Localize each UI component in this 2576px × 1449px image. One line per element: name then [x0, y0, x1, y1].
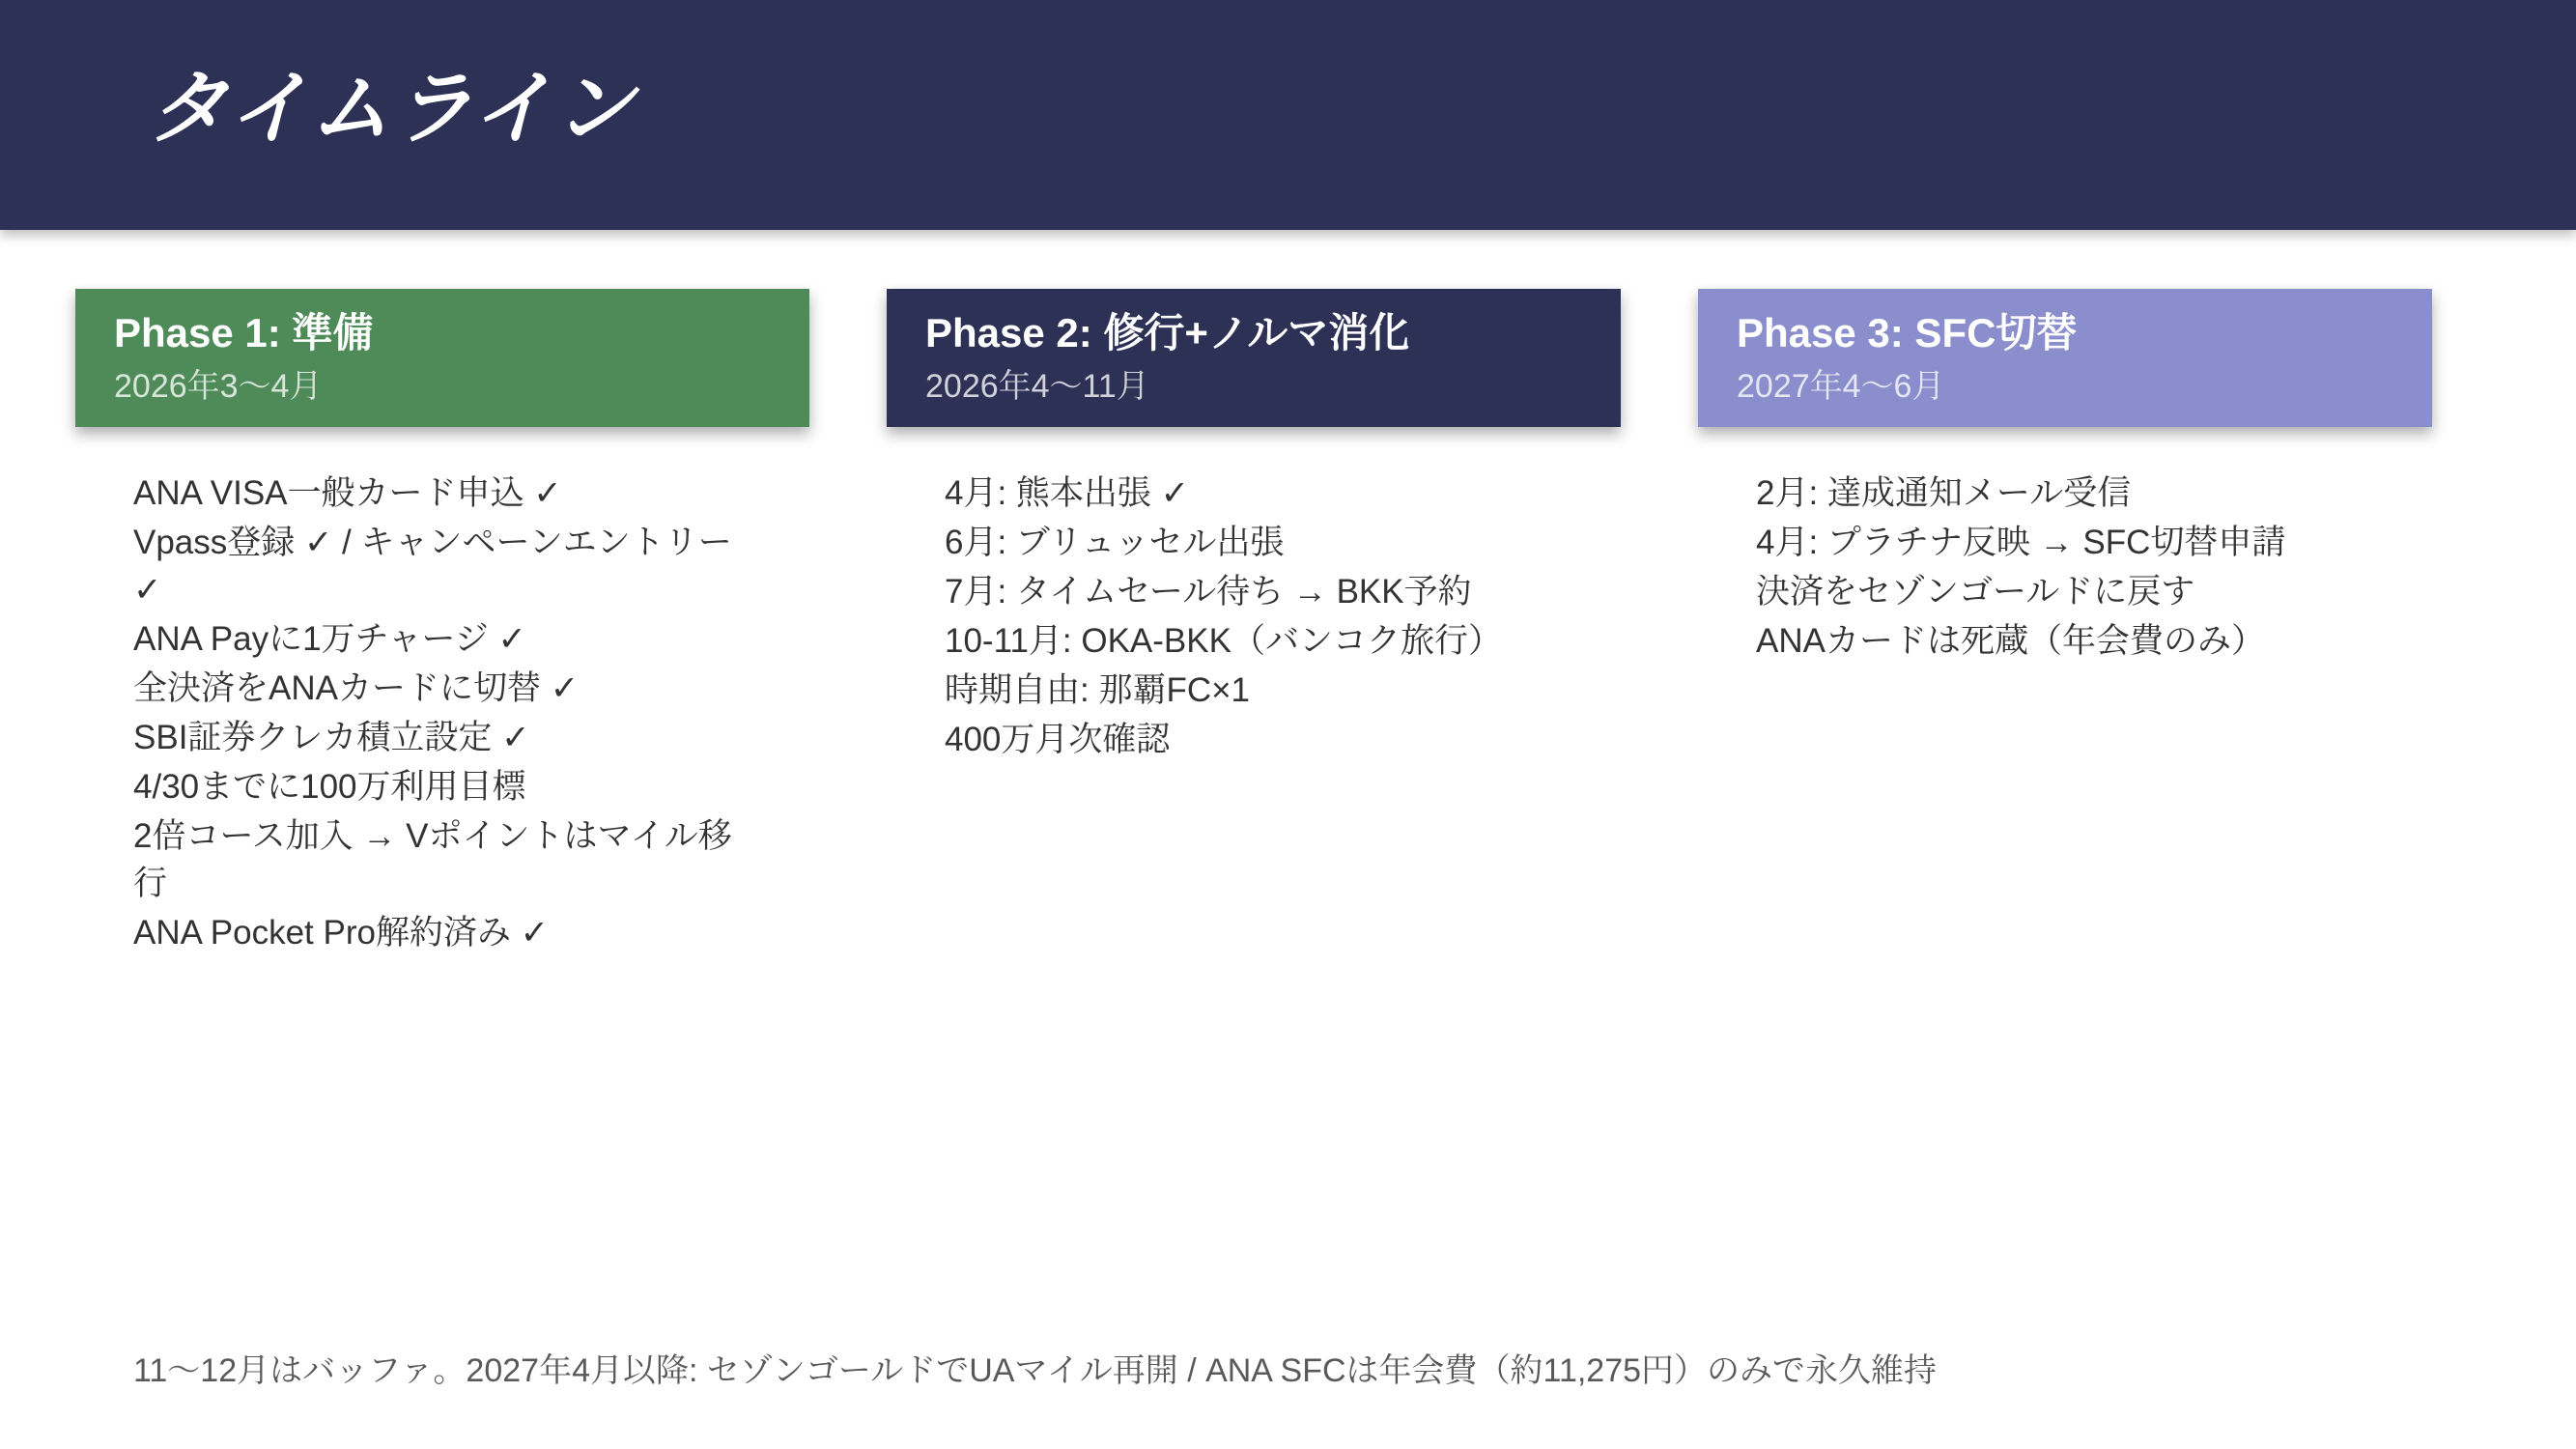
phase-card-period: 2026年3〜4月 — [114, 368, 323, 406]
phase-column-3 — [1698, 289, 2432, 958]
phase-task-item: ANA VISA一般カード申込 ✓ — [133, 474, 562, 512]
phase-column-2 — [887, 289, 1621, 958]
phase-card-period: 2027年4〜6月 — [1737, 368, 1945, 406]
phase-card-title: Phase 1: 準備 — [114, 310, 374, 355]
phase-task-item: 2倍コース加入 → Vポイントはマイル移行 — [133, 817, 732, 902]
phase-task-item: 4/30までに100万利用目標 — [133, 768, 526, 806]
phase-task-item: 4月: 熊本出張 ✓ — [945, 474, 1189, 512]
phase-card-1 — [75, 289, 809, 427]
phase-column-1 — [75, 289, 809, 958]
phase-card-3 — [1698, 289, 2432, 427]
header-band — [0, 0, 2576, 230]
phase-card-period: 2026年4〜11月 — [925, 368, 1149, 406]
phase-task-item: 10-11月: OKA-BKK（バンコク旅行） — [945, 622, 1502, 660]
phase-task-item: 決済をセゾンゴールドに戻す — [1756, 573, 2195, 611]
page-title: タイムライン — [147, 62, 636, 154]
phase-task-item: ANA Pocket Pro解約済み ✓ — [133, 914, 549, 952]
phase-task-item: 2月: 達成通知メール受信 — [1756, 474, 2132, 512]
phase-task-item: SBI証券クレカ積立設定 ✓ — [133, 719, 530, 756]
phase-task-item: 400万月次確認 — [945, 721, 1171, 758]
phase-task-item: 6月: ブリュッセル出張 — [945, 524, 1285, 561]
phase-card-title: Phase 2: 修行+ノルマ消化 — [925, 310, 1410, 355]
phase-card-2 — [887, 289, 1621, 427]
phase-task-list-2 — [887, 469, 1621, 763]
footer-note: 11〜12月はバッファ。2027年4月以降: セゾンゴールドでUAマイル再開 / ANA SFCは年会費（約11,275円）のみで永久維持 — [133, 1352, 1938, 1389]
phase-task-item: ANA Payに1万チャージ ✓ — [133, 620, 526, 658]
phase-task-item: Vpass登録 ✓ / キャンペーンエントリー ✓ — [133, 524, 732, 609]
phase-task-item: 7月: タイムセール待ち → BKK予約 — [945, 573, 1472, 611]
phase-task-item: 時期自由: 那覇FC×1 — [945, 671, 1251, 709]
phase-task-item: 全決済をANAカードに切替 ✓ — [133, 669, 580, 707]
phase-task-item: 4月: プラチナ反映 → SFC切替申請 — [1756, 524, 2286, 561]
phase-task-list-3 — [1698, 469, 2432, 665]
phase-card-title: Phase 3: SFC切替 — [1737, 310, 2078, 355]
phase-task-item: ANAカードは死蔵（年会費のみ） — [1756, 622, 2265, 660]
phase-columns — [75, 289, 2432, 958]
phase-task-list-1 — [75, 469, 809, 956]
